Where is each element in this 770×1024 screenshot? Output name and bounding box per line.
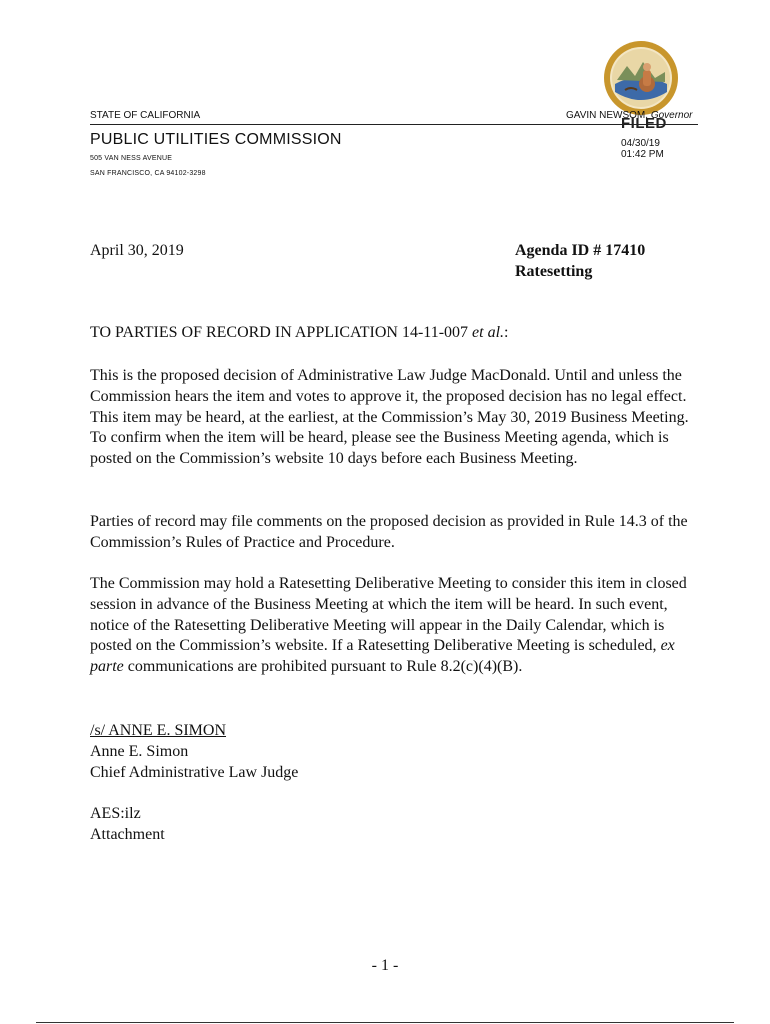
signer-name: Anne E. Simon	[90, 742, 189, 760]
paragraph-3-part-1: The Commission may hold a Ratesetting Deliberative Meeting to consider this item in closed session in advance of the Business Meeting at which the item will be heard. In such event, notice of the Ratesetting Deliberative Meeting will appear in the Daily Calendar, which is posted on the Commission’s website. If a Ratesetting Deliberative Meeting is scheduled,	[90, 575, 687, 655]
page-number: - 1 -	[371, 957, 399, 974]
state-label: STATE OF CALIFORNIA	[90, 110, 201, 121]
paragraph-2: Parties of record may file comments on the proposed decision as provided in Rule 14.3 of the Commission’s Rules of Practice and Procedure.	[90, 513, 688, 551]
header-divider	[90, 124, 698, 125]
governor-name: GAVIN NEWSOM,	[566, 110, 649, 121]
proceeding-type: Ratesetting	[515, 263, 593, 280]
initials: AES:ilz	[90, 805, 141, 822]
paragraph-3-part-2: communications are prohibited pursuant to Rule 8.2(c)(4)(B).	[123, 658, 523, 676]
addressee-line	[90, 323, 690, 344]
letter-date: April 30, 2019	[90, 242, 184, 259]
initials-block	[90, 804, 690, 846]
address-line-2: SAN FRANCISCO, CA 94102-3298	[90, 170, 206, 177]
filed-stamp-date: 04/30/19	[621, 138, 660, 149]
filed-stamp-label: FILED	[621, 115, 667, 132]
california-seal-icon	[603, 40, 679, 116]
governor-title: Governor	[650, 110, 693, 121]
signer-title: Chief Administrative Law Judge	[90, 763, 299, 781]
commission-name: PUBLIC UTILITIES COMMISSION	[90, 131, 342, 148]
signature-line: /s/ ANNE E. SIMON	[90, 722, 227, 739]
attachment-label: Attachment	[90, 825, 165, 843]
paragraph-3-italic: ex parte	[90, 637, 675, 676]
addressee-main: TO PARTIES OF RECORD IN APPLICATION 14-11-007	[90, 324, 473, 341]
paragraph-3	[90, 574, 690, 678]
addressee-end: :	[504, 324, 509, 341]
agenda-id: Agenda ID # 17410	[515, 242, 646, 259]
paragraph-1: This is the proposed decision of Administrative Law Judge MacDonald. Until and unless the Commission hears the item and votes to approve it, the proposed decision has no legal effect. This item may be heard, at the earliest, at the Commission’s May 30, 2019 Business Meeting. To confirm when the item will be heard, please see the Business Meeting agenda, which is posted on the Commission’s website 10 days before each Business Meeting.	[90, 367, 689, 468]
filed-stamp-time: 01:42 PM	[621, 149, 664, 160]
addressee-italic: et al.	[472, 324, 505, 341]
signature-block	[90, 721, 690, 783]
address-line-1: 505 VAN NESS AVENUE	[90, 155, 173, 162]
footer-divider	[36, 1022, 734, 1023]
